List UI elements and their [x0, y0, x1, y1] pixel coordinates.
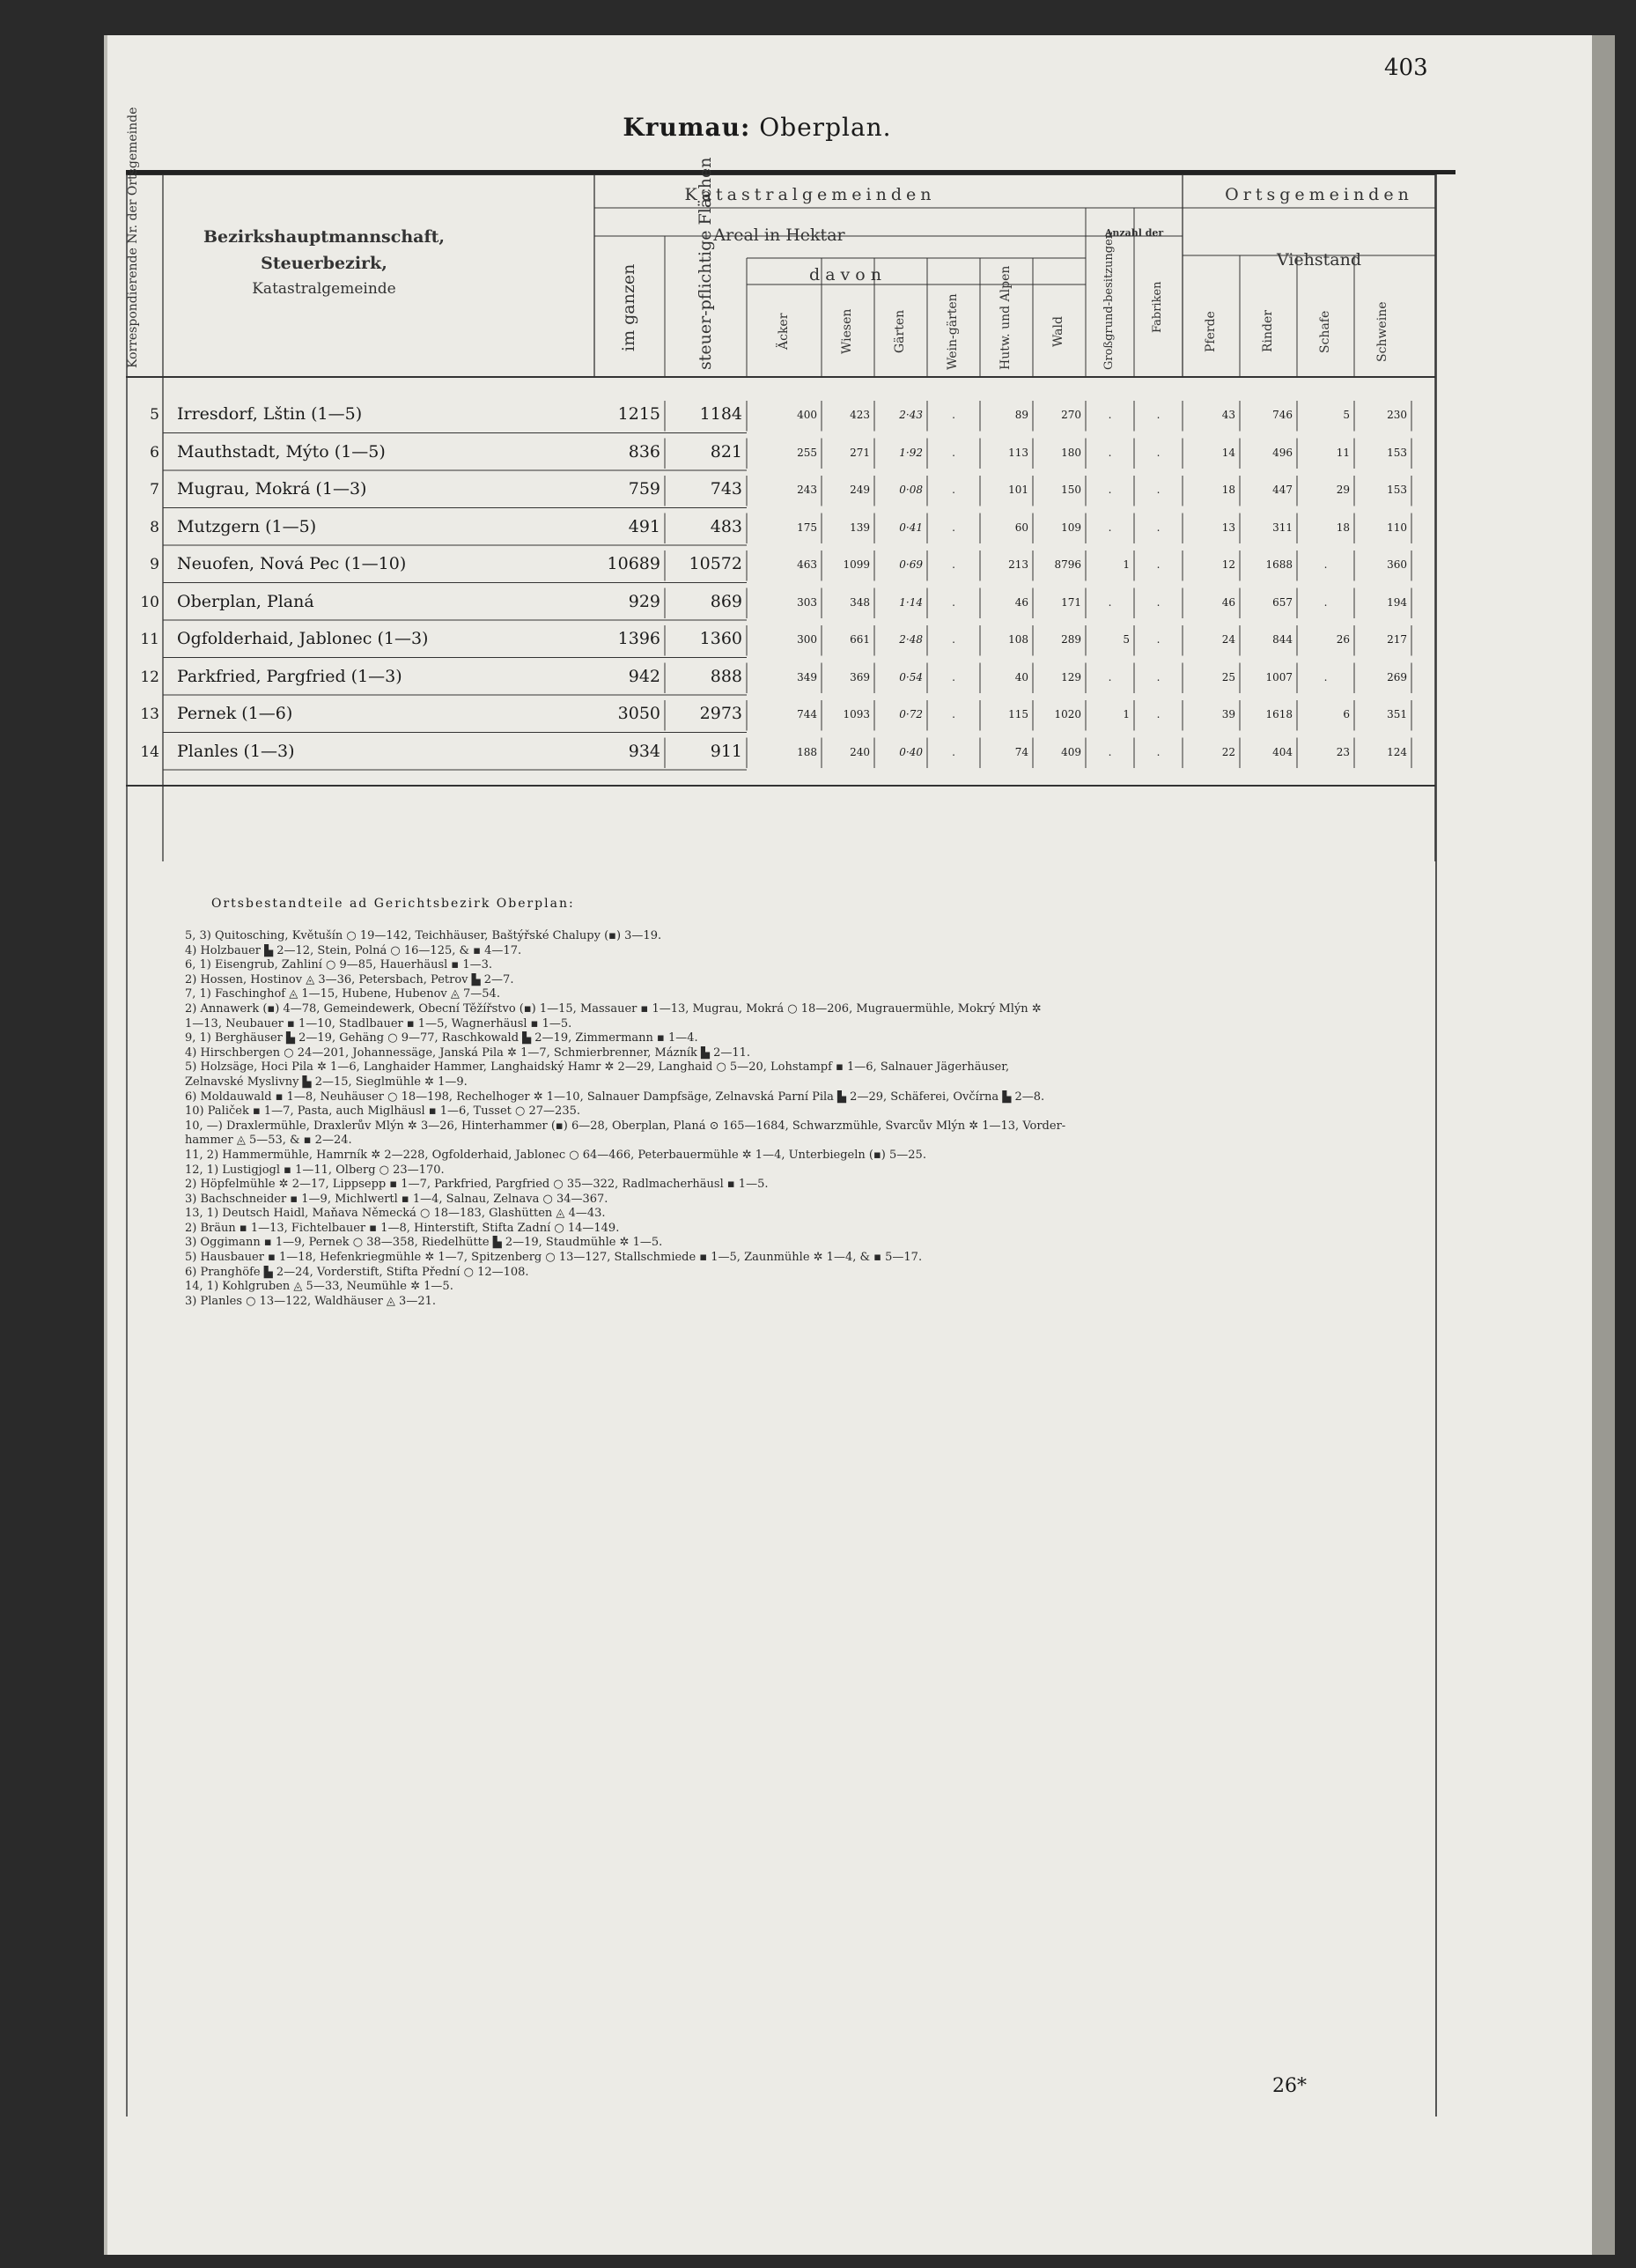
row-name: Mutzgern (1—5): [177, 516, 317, 536]
row-value: 249: [850, 484, 870, 496]
note-line: 3) Planles ○ 13—122, Waldhäuser ◬ 3—21.: [185, 1294, 436, 1308]
page-edge: [1592, 35, 1615, 2255]
row-number: 13: [140, 706, 159, 723]
row-value: 11: [1336, 446, 1350, 459]
note-line: 11, 2) Hammermühle, Hamrník ✲ 2—228, Ogfolderhaid, Jablonec ○ 64—466, Peterbauermühle ✲ 1—4, Unterbiegeln (▪) 5—25.: [185, 1148, 926, 1162]
row-value: 18: [1336, 521, 1350, 534]
row-value: .: [1156, 745, 1161, 758]
row-value: .: [952, 595, 955, 609]
row-value: 213: [1008, 558, 1028, 571]
note-line: 14, 1) Kohlgruben ◬ 5—33, Neumühle ✲ 1—5.: [185, 1280, 453, 1294]
note-line: Zelnavské Myslivny ▙ 2—15, Sieglmühle ✲ 1—9.: [185, 1075, 468, 1089]
row-value: 369: [850, 670, 870, 683]
row-value: 153: [1387, 484, 1407, 496]
row-value: 18: [1221, 484, 1235, 496]
row-name: Ogfolderhaid, Jablonec (1—3): [177, 629, 429, 648]
row-value: 13: [1221, 521, 1235, 534]
row-value: 124: [1387, 745, 1407, 758]
row-value: .: [952, 745, 955, 758]
row-value: 2973: [699, 704, 742, 723]
row-value: .: [1108, 521, 1112, 534]
note-line: 13, 1) Deutsch Haidl, Maňava Německá ○ 18—183, Glashütten ◬ 4—43.: [185, 1207, 606, 1221]
row-value: 1215: [617, 404, 660, 424]
row-value: 271: [850, 446, 870, 459]
column-header: im ganzen: [619, 263, 638, 351]
note-line: 4) Holzbauer ▙ 2—12, Stein, Polná ○ 16—125, & ▪ 4—17.: [185, 943, 522, 957]
col-head-district-2: Steuerbezirk,: [261, 254, 387, 273]
row-value: 12: [1221, 558, 1235, 571]
column-header: Äcker: [776, 313, 791, 351]
column-header: Wald: [1051, 316, 1065, 347]
title-subdistrict: Oberplan.: [759, 113, 892, 142]
row-name: Mauthstadt, Mýto (1—5): [177, 441, 386, 462]
note-line: 6) Pranghöfe ▙ 2—24, Vorderstift, Štifta Přední ○ 12—108.: [185, 1265, 529, 1279]
row-value: .: [1108, 670, 1112, 683]
row-value: 447: [1272, 484, 1293, 496]
column-header: Pferde: [1203, 311, 1218, 352]
row-value: 289: [1061, 633, 1081, 646]
row-value: .: [1156, 521, 1161, 534]
row-value: 0·08: [899, 484, 923, 496]
title-district: Krumau:: [623, 113, 751, 142]
row-value: 8796: [1054, 558, 1081, 571]
note-line: hammer ◬ 5—53, & ▪ 2—24.: [185, 1134, 352, 1148]
row-value: .: [1108, 409, 1112, 421]
row-value: 929: [628, 591, 660, 611]
row-value: 934: [628, 741, 660, 761]
group-katastralgemeinden: Katastralgemeinden: [684, 185, 936, 204]
group-ortsgemeinden: Ortsgemeinden: [1225, 185, 1413, 204]
row-value: 423: [850, 409, 870, 421]
row-value: 230: [1387, 409, 1407, 421]
column-header: Hutw. und Alpen: [999, 265, 1013, 370]
row-value: 661: [850, 633, 870, 646]
row-number: 5: [150, 406, 159, 424]
row-value: 150: [1061, 484, 1081, 496]
column-header: Gärten: [893, 309, 907, 354]
row-value: 1099: [843, 558, 870, 571]
row-value: 1093: [843, 708, 870, 720]
note-line: 6, 1) Eisengrub, Zahliní ○ 9—85, Hauerhäusl ▪ 1—3.: [185, 958, 493, 972]
row-value: .: [1156, 595, 1161, 609]
row-number: 6: [150, 443, 159, 462]
row-value: 349: [797, 670, 817, 683]
row-value: .: [1156, 633, 1161, 646]
row-value: 270: [1061, 409, 1081, 421]
row-value: 2·48: [899, 633, 923, 646]
row-value: .: [1323, 670, 1328, 683]
row-value: 40: [1014, 670, 1028, 683]
row-value: .: [1323, 558, 1328, 571]
row-value: 0·41: [899, 521, 923, 534]
row-value: 821: [710, 441, 742, 462]
note-line: 5, 3) Quitosching, Květušín ○ 19—142, Teichhäuser, Baštýřské Chalupy (▪) 3—19.: [185, 929, 662, 942]
row-value: 29: [1336, 484, 1350, 496]
row-value: 869: [710, 591, 742, 611]
row-value: 109: [1061, 521, 1081, 534]
row-value: 6: [1343, 708, 1350, 720]
row-value: 22: [1221, 745, 1235, 758]
col-head-district-1: Bezirkshauptmannschaft,: [203, 227, 446, 247]
row-value: 139: [850, 521, 870, 534]
row-value: 1688: [1265, 558, 1293, 571]
column-header: steuer-pflichtige Flächen: [695, 157, 715, 370]
row-value: 39: [1221, 708, 1235, 720]
row-value: 942: [628, 666, 660, 686]
row-value: 175: [797, 521, 817, 534]
row-value: 10689: [607, 554, 660, 573]
column-header: Fabriken: [1150, 281, 1164, 334]
row-value: 5: [1343, 409, 1350, 421]
row-value: 1618: [1265, 708, 1293, 720]
notes-title: Ortsbestandteile ad Gerichtsbezirk Oberplan:: [211, 897, 575, 911]
areal-in-hektar: Areal in Hektar: [713, 225, 845, 245]
row-value: .: [952, 633, 955, 646]
row-value: 1: [1123, 708, 1130, 720]
row-value: .: [1108, 595, 1112, 609]
row-name: Neuofen, Nová Pec (1—10): [177, 554, 407, 573]
row-value: 171: [1061, 595, 1081, 609]
row-value: .: [952, 521, 955, 534]
row-value: 743: [710, 479, 742, 499]
row-value: 1·92: [899, 446, 923, 459]
row-value: 0·40: [899, 745, 923, 758]
row-value: 188: [797, 745, 817, 758]
row-value: 46: [1014, 595, 1028, 609]
column-header: Schweine: [1374, 301, 1389, 362]
note-line: 4) Hirschbergen ○ 24—201, Johannessäge, Janská Pila ✲ 1—7, Schmierbrenner, Mázník ▙ 2—11.: [185, 1045, 751, 1060]
row-number: 10: [140, 593, 159, 611]
row-value: 0·72: [899, 708, 923, 720]
note-line: 7, 1) Faschinghof ◬ 1—15, Hubene, Hubenov ◬ 7—54.: [185, 987, 500, 1001]
row-name: Mugrau, Mokrá (1—3): [177, 479, 367, 499]
row-value: 74: [1014, 745, 1028, 758]
notes-block: [185, 929, 1453, 1309]
row-value: 46: [1221, 595, 1235, 609]
row-value: 10572: [689, 554, 742, 573]
row-value: 23: [1336, 745, 1350, 758]
row-value: 5: [1123, 633, 1130, 646]
row-value: 101: [1008, 484, 1028, 496]
row-name: Irresdorf, Lštin (1—5): [177, 404, 363, 424]
row-number: 12: [140, 668, 159, 686]
row-value: 269: [1387, 670, 1407, 683]
note-line: 2) Höpfelmühle ✲ 2—17, Lippsepp ▪ 1—7, Parkfried, Pargfried ○ 35—322, Radlmacherhäusl ▪ 1—5.: [185, 1178, 769, 1192]
col-head-number: Korrespondierende Nr. der Ortsgemeinde: [126, 107, 140, 368]
row-value: .: [1156, 708, 1161, 720]
note-line: 10, —) Draxlermühle, Draxlerův Mlýn ✲ 3—26, Hinterhammer (▪) 6—28, Oberplan, Planá ⊙ 165—1684, Schwarzmühle, Švarcův Mlýn ✲ 1—13, Vorder-: [185, 1119, 1066, 1133]
row-value: 60: [1014, 521, 1028, 534]
row-value: 113: [1008, 446, 1028, 459]
anzahl-der: Anzahl der: [1104, 227, 1164, 239]
note-line: 10) Paliček ▪ 1—7, Pasta, auch Miglhäusl ▪ 1—6, Tusset ○ 27—235.: [185, 1104, 580, 1119]
row-value: 2·43: [899, 409, 923, 421]
row-value: 1·14: [899, 595, 923, 609]
row-value: 496: [1272, 446, 1293, 459]
row-value: 43: [1221, 409, 1235, 421]
row-value: 217: [1387, 633, 1407, 646]
row-value: 26: [1336, 633, 1350, 646]
row-name: Oberplan, Planá: [177, 591, 314, 611]
note-line: 12, 1) Lustigjogl ▪ 1—11, Ölberg ○ 23—170.: [185, 1163, 445, 1177]
row-value: 351: [1387, 708, 1407, 720]
row-value: 153: [1387, 446, 1407, 459]
col-head-district-3: Katastralgemeinde: [252, 280, 396, 298]
note-line: 6) Moldauwald ▪ 1—8, Neuhäuser ○ 18—198, Rechelhoger ✲ 1—10, Salnauer Dampfsäge, Zelnavská Parní Pila ▙ 2—29, Schäferei, Ovčírna ▙ 2—8.: [185, 1090, 1045, 1104]
row-value: 348: [850, 595, 870, 609]
row-value: 746: [1272, 409, 1293, 421]
row-value: 110: [1387, 521, 1407, 534]
row-number: 11: [140, 631, 159, 648]
row-value: 180: [1061, 446, 1081, 459]
note-line: 5) Holzsäge, Hoci Pila ✲ 1—6, Langhaider Hammer, Langhaidský Hamr ✲ 2—29, Langhaid ○ 5—20, Lohstampf ▪ 1—6, Salnauer Jägerhäuser,: [185, 1060, 1010, 1075]
row-value: 759: [628, 479, 660, 499]
note-line: 2) Annawerk (▪) 4—78, Gemeindewerk, Obecní Těžířstvo (▪) 1—15, Massauer ▪ 1—13, Mugrau, Mokrá ○ 18—206, Mugrauermühle, Mokrý Mlýn ✲: [185, 1001, 1042, 1016]
row-name: Pernek (1—6): [177, 704, 293, 723]
row-value: 115: [1008, 708, 1028, 720]
row-value: .: [1156, 409, 1161, 421]
column-header: Schafe: [1317, 310, 1332, 353]
row-value: .: [952, 446, 955, 459]
row-value: 303: [797, 595, 817, 609]
row-value: 836: [628, 441, 660, 462]
row-value: .: [1156, 446, 1161, 459]
page-number: 403: [1384, 55, 1428, 81]
row-value: 491: [628, 516, 660, 536]
row-number: 7: [150, 481, 159, 499]
row-value: 194: [1387, 595, 1407, 609]
row-value: 129: [1061, 670, 1081, 683]
row-value: 243: [797, 484, 817, 496]
row-value: .: [952, 670, 955, 683]
note-line: 3) Oggimann ▪ 1—9, Pernek ○ 38—358, Riedelhütte ▙ 2—19, Staudmühle ✲ 1—5.: [185, 1236, 663, 1250]
column-header: Rinder: [1260, 310, 1275, 353]
row-number: 14: [140, 742, 159, 761]
row-value: 744: [797, 708, 817, 720]
row-value: 1360: [699, 629, 742, 648]
row-value: .: [1323, 595, 1328, 609]
row-value: 657: [1272, 595, 1293, 609]
row-value: 1396: [617, 629, 660, 648]
note-line: 3) Bachschneider ▪ 1—9, Michlwertl ▪ 1—4, Salnau, Zelnava ○ 34—367.: [185, 1192, 608, 1206]
row-value: 1: [1123, 558, 1130, 571]
row-value: 300: [797, 633, 817, 646]
row-value: 0·69: [899, 558, 923, 571]
row-value: 463: [797, 558, 817, 571]
row-value: 311: [1272, 521, 1293, 534]
note-line: 5) Hausbauer ▪ 1—18, Hefenkriegmühle ✲ 1—7, Spitzenberg ○ 13—127, Stallschmiede ▪ 1—5, Zaunmühle ✲ 1—4, & ▪ 5—17.: [185, 1251, 923, 1265]
row-value: .: [1156, 484, 1161, 496]
row-value: .: [952, 409, 955, 421]
row-value: .: [952, 558, 955, 571]
row-value: 400: [797, 409, 817, 421]
column-header: Wiesen: [840, 308, 854, 355]
row-value: 1020: [1054, 708, 1081, 720]
column-header: Wein-gärten: [946, 293, 960, 370]
row-value: .: [1108, 446, 1112, 459]
row-value: 844: [1272, 633, 1293, 646]
row-value: .: [1156, 558, 1161, 571]
viehstand: Viehstand: [1276, 250, 1362, 270]
row-value: 89: [1014, 409, 1028, 421]
note-line: 2) Bräun ▪ 1—13, Fichtelbauer ▪ 1—8, Hinterstift, Štifta Zadní ○ 14—149.: [185, 1221, 620, 1235]
row-value: .: [1108, 484, 1112, 496]
row-value: 911: [710, 741, 742, 761]
row-value: 1007: [1265, 670, 1293, 683]
note-line: 9, 1) Berghäuser ▙ 2—19, Gehäng ○ 9—77, Raschkowald ▙ 2—19, Zimmermann ▪ 1—4.: [185, 1031, 698, 1045]
row-number: 8: [150, 518, 159, 536]
row-value: 25: [1221, 670, 1235, 683]
column-header: Großgrund-besitzungen: [1102, 231, 1116, 370]
row-value: 0·54: [899, 670, 923, 683]
row-value: 1184: [699, 404, 742, 424]
page-title: [511, 113, 1004, 142]
signature-mark: 26*: [1272, 2075, 1307, 2097]
row-number: 9: [150, 556, 159, 573]
row-name: Parkfried, Pargfried (1—3): [177, 666, 402, 686]
row-value: 3050: [617, 704, 660, 723]
row-value: 255: [797, 446, 817, 459]
row-value: 888: [710, 666, 742, 686]
row-value: 14: [1221, 446, 1235, 459]
note-line: 1—13, Neubauer ▪ 1—10, Stadlbauer ▪ 1—5, Wagnerhäusl ▪ 1—5.: [185, 1016, 572, 1031]
row-value: .: [1108, 745, 1112, 758]
davon: davon: [809, 265, 887, 284]
row-value: 483: [710, 516, 742, 536]
row-value: 240: [850, 745, 870, 758]
row-value: 404: [1272, 745, 1293, 758]
row-name: Planles (1—3): [177, 741, 295, 761]
note-line: 2) Hossen, Hostinov ◬ 3—36, Petersbach, Petrov ▙ 2—7.: [185, 972, 514, 986]
row-value: .: [1156, 670, 1161, 683]
row-value: 24: [1221, 633, 1235, 646]
row-value: 409: [1061, 745, 1081, 758]
row-value: .: [952, 708, 955, 720]
row-value: 108: [1008, 633, 1028, 646]
row-value: 360: [1387, 558, 1407, 571]
row-value: .: [952, 484, 955, 496]
